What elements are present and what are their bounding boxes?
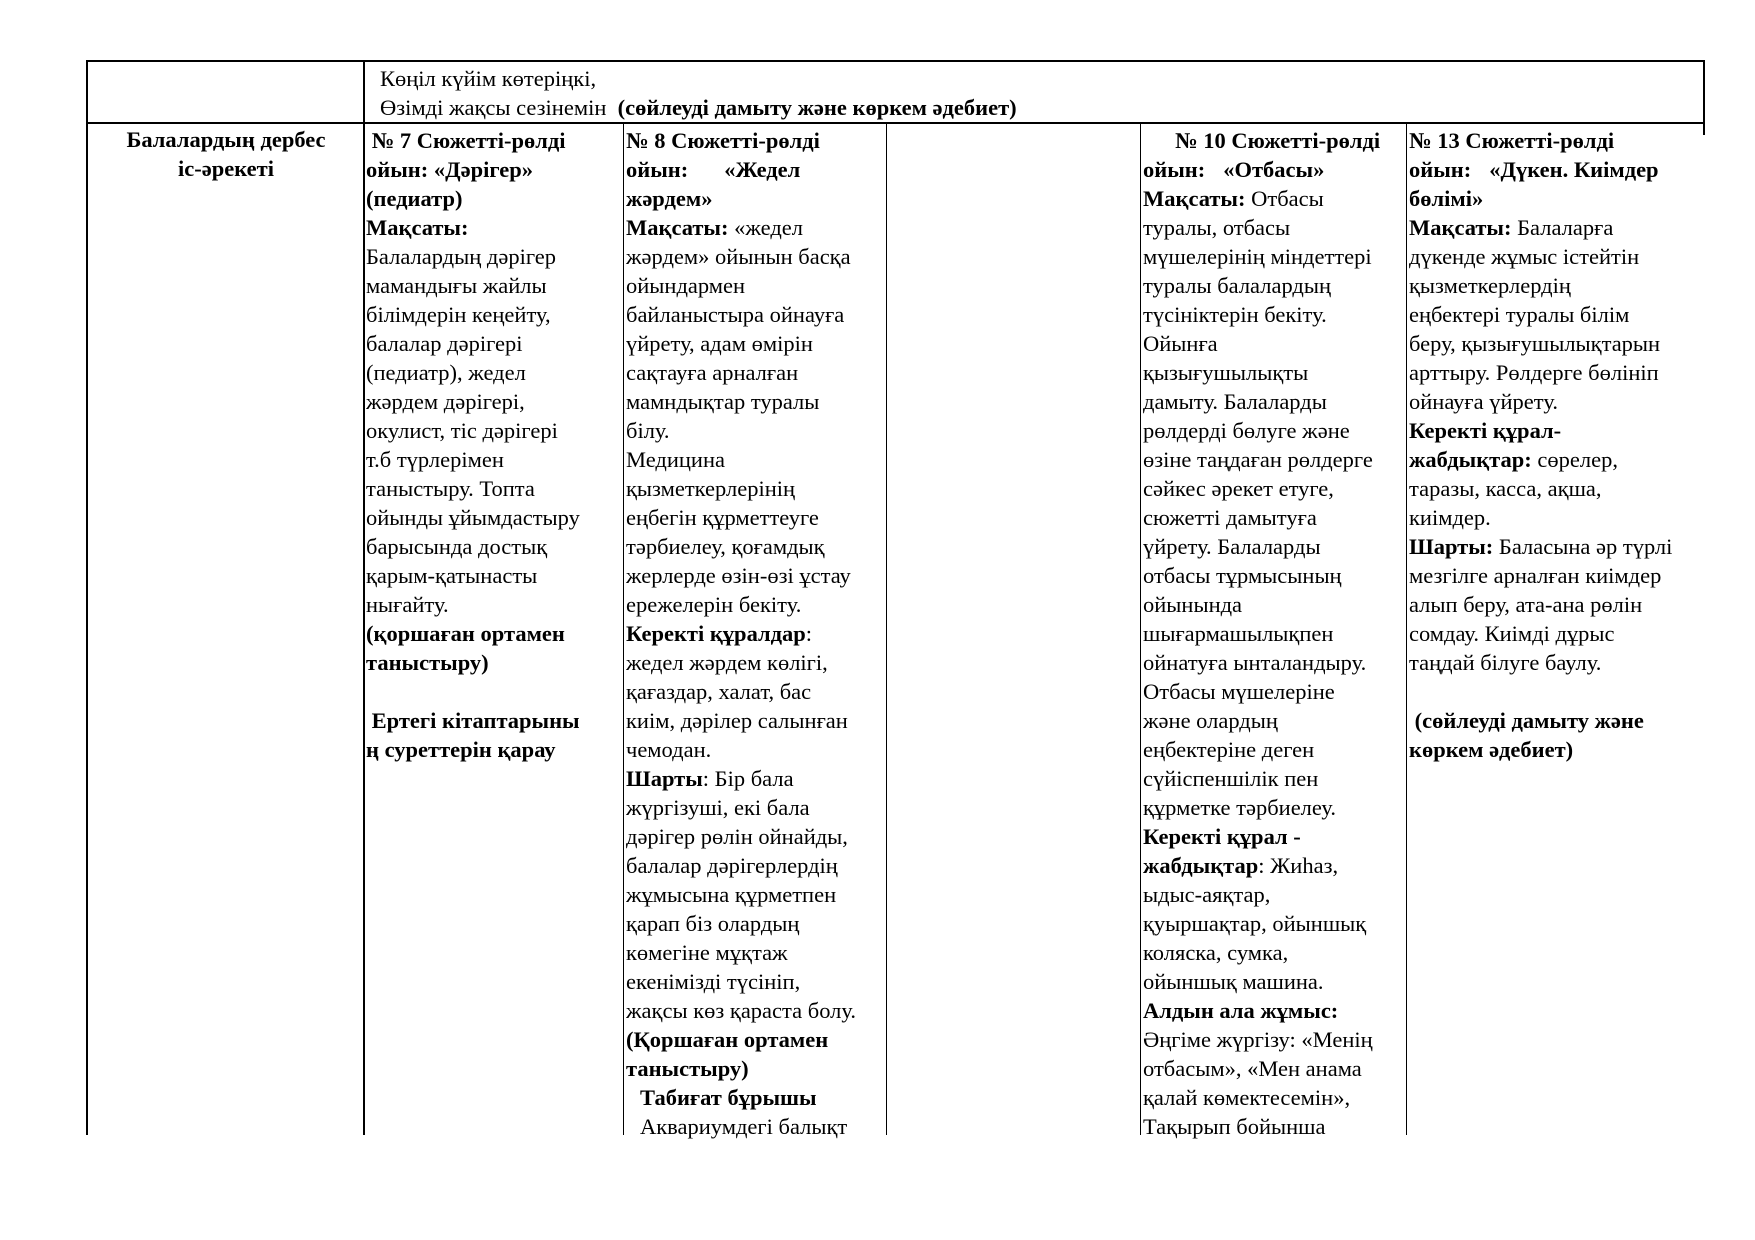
game-7-goal-line: Балалардың дәрігер (366, 244, 557, 269)
game-10-goal-line: рөлдерді бөлуге және (1143, 418, 1350, 443)
game-8-goal-line: тәрбиелеу, қоғамдық (626, 534, 825, 559)
game-cell-8 (626, 126, 886, 1141)
game-10-goal-line: туралы балалардың (1143, 273, 1332, 298)
game-10-goal-line: дамыту. Балаларды (1143, 389, 1327, 414)
game-13-rules-line: сомдау. Киімді дұрыс (1409, 621, 1615, 646)
game-7-goal-line: жәрдем дәрігері, (366, 389, 525, 414)
game-10-tools-line: коляска, сумка, (1143, 940, 1289, 965)
game-10-goal-line: сюжетті дамытуға (1143, 505, 1317, 530)
game-7-goal-line: окулист, тіс дәрігері (366, 418, 558, 443)
game-13-goal-line: қызметкерлердің (1409, 273, 1571, 298)
game-cell-10 (1143, 126, 1405, 1141)
game-10-goal-line: құрметке тәрбиелеу. (1143, 795, 1336, 820)
game-7-goal-line: ойынды ұйымдастыру (366, 505, 580, 530)
game-7-goal-line: т.б түрлерімен (366, 447, 504, 472)
game-10-goal-line: үйрету. Балаларды (1143, 534, 1321, 559)
mood-line-1: Көңіл күйім көтеріңкі, (380, 66, 597, 91)
game-13-title-1: № 13 Сюжетті-рөлді (1409, 128, 1615, 153)
mood-text: Өзімді жақсы сезінемін (380, 95, 607, 120)
game-8-rules-line: дәрігер рөлін ойнайды, (626, 824, 848, 849)
game-10-goal-line: қызығушылықты (1143, 360, 1309, 385)
game-10-prep-label: Алдын ала жұмыс: (1143, 998, 1339, 1023)
game-8-rules-line: жақсы көз қараста болу. (626, 998, 856, 1023)
game-13-goal-line: беру, қызығушылықтарын (1409, 331, 1661, 356)
game-8-rules-line: жұмысына құрметпен (626, 882, 837, 907)
game-7-goal-line: барысында достық (366, 534, 548, 559)
spacer (1409, 677, 1702, 706)
game-8-tools-line: жедел жәрдем көлігі, (626, 650, 828, 675)
game-7-goal-line: таныстыру. Топта (366, 476, 535, 501)
mood-line-2 (380, 93, 1690, 122)
row-header-line-2: іс-әрекеті (178, 156, 274, 181)
game-10-goal-line: және олардың (1143, 708, 1278, 733)
game-10-goal-first: Мақсаты: Отбасы (1143, 186, 1324, 211)
game-13-goal-first: Мақсаты: Балаларға (1409, 215, 1614, 240)
game-7-goal-line: қарым-қатынасты (366, 563, 538, 588)
game-13-title-2: ойын: «Дүкен. Киімдер (1409, 157, 1659, 182)
game-13-title-3: бөлімі» (1409, 186, 1484, 211)
game-10-tools-line: ыдыс-аяқтар, (1143, 882, 1271, 907)
game-10-goal-line: шығармашылықпен (1143, 621, 1334, 646)
game-8-tools-line: чемодан. (626, 737, 712, 762)
game-8-area-line: таныстыру) (626, 1056, 749, 1081)
game-10-goal-line: ойынында (1143, 592, 1243, 617)
game-8-tools-label: Керекті құралдар: (626, 621, 813, 646)
game-7-goal-line: нығайту. (366, 592, 449, 617)
nature-corner-text: Аквариумдегі балықт (640, 1114, 848, 1139)
game-10-tools-line: қуыршақтар, ойыншық (1143, 911, 1367, 936)
game-8-rules-line: қарап біз олардың (626, 911, 800, 936)
game-8-goal-first: Мақсаты: «жедел (626, 215, 803, 240)
game-10-prep-line: қалай көмектесемін», (1143, 1085, 1351, 1110)
game-8-tools-line: киім, дәрілер салынған (626, 708, 848, 733)
game-10-prep-line: Тақырып бойынша (1143, 1114, 1326, 1139)
game-10-tools-line: ойыншық машина. (1143, 969, 1324, 994)
game-8-goal-line: Медицина (626, 447, 725, 472)
game-8-goal-line: ойындармен (626, 273, 746, 298)
spacer (366, 677, 622, 706)
game-13-tools-line: киімдер. (1409, 505, 1491, 530)
game-8-title-1: № 8 Сюжетті-рөлді (626, 128, 820, 153)
game-8-goal-line: қызметкерлерінің (626, 476, 796, 501)
book-activity-line-1: Ертегі кітаптарыны (371, 708, 580, 733)
game-13-tools-line: таразы, касса, ақша, (1409, 476, 1602, 501)
game-10-tools-label-1: Керекті құрал - (1143, 824, 1301, 849)
game-7-goal-line: мамандығы жайлы (366, 273, 547, 298)
game-8-rules-line: көмегіне мұқтаж (626, 940, 788, 965)
game-13-tools-first: жабдықтар: сөрелер, (1409, 447, 1618, 472)
game-cell-13 (1409, 126, 1702, 764)
game-8-rules-line: жүргізуші, екі бала (626, 795, 810, 820)
game-7-goal-line: балалар дәрігері (366, 331, 523, 356)
game-8-goal-line: үйрету, адам өмірін (626, 331, 813, 356)
row-header-cell (92, 125, 360, 183)
game-10-goal-line: Отбасы мүшелеріне (1143, 679, 1335, 704)
row-header-line-1: Балалардың дербес (126, 127, 326, 152)
game-13-tools-label-1: Керекті құрал- (1409, 418, 1562, 443)
game-8-rules-line: екенімізді түсініп, (626, 969, 801, 994)
game-10-goal-line: туралы, отбасы (1143, 215, 1291, 240)
game-10-goal-line: сәйкес әрекет етуге, (1143, 476, 1334, 501)
game-13-rules-line: мезгілге арналған киімдер (1409, 563, 1662, 588)
game-cell-7 (366, 126, 622, 764)
game-10-prep-line: Әңгіме жүргізу: «Менің (1143, 1027, 1373, 1052)
table-column-divider-3 (886, 123, 887, 1135)
game-13-area-line-1: (сөйлеуді дамыту және (1414, 708, 1644, 733)
game-7-goal-label: Мақсаты: (366, 215, 469, 240)
table-border-left (86, 60, 88, 1135)
game-10-title-1: № 10 Сюжетті-рөлді (1175, 128, 1381, 153)
table-row-divider (86, 122, 1704, 124)
game-8-goal-line: байланыстыра ойнауға (626, 302, 845, 327)
game-10-goal-line: сүйіспеншілік пен (1143, 766, 1319, 791)
game-13-goal-line: арттыру. Рөлдерге бөлініп (1409, 360, 1659, 385)
game-13-goal-line: дүкенде жұмыс істейтін (1409, 244, 1640, 269)
table-border-top (86, 60, 1704, 62)
game-8-title-2: ойын: «Жедел (626, 157, 801, 182)
mood-area: (сөйлеуді дамыту және көркем әдебиет) (617, 95, 1017, 120)
game-7-title-2: ойын: «Дәрігер» (366, 157, 534, 182)
game-7-area-line: таныстыру) (366, 650, 489, 675)
game-8-title-3: жәрдем» (626, 186, 713, 211)
game-10-goal-line: ойнатуға ынталандыру. (1143, 650, 1367, 675)
game-8-goal-line: мамндықтар туралы (626, 389, 820, 414)
game-8-tools-line: қағаздар, халат, бас (626, 679, 812, 704)
game-10-prep-line: отбасым», «Мен анама (1143, 1056, 1362, 1081)
game-13-area-line-2: көркем әдебиет) (1409, 737, 1574, 762)
game-8-rules-line: балалар дәрігерлердің (626, 853, 838, 878)
game-8-goal-line: еңбегін құрметтеуге (626, 505, 819, 530)
game-10-goal-line: өзіне таңдаған рөлдерге (1143, 447, 1373, 472)
table-column-divider-5 (1406, 123, 1407, 1135)
game-8-goal-line: жәрдем» ойынын басқа (626, 244, 851, 269)
table-border-right (1703, 60, 1705, 135)
game-7-goal-line: (педиатр), жедел (366, 360, 526, 385)
game-10-tools-first: жабдықтар: Жиһаз, (1143, 853, 1339, 878)
game-10-title-2: ойын: «Отбасы» (1143, 157, 1325, 182)
game-7-goal-line: білімдерін кеңейту, (366, 302, 551, 327)
game-10-goal-line: еңбектеріне деген (1143, 737, 1315, 762)
game-8-rules-first: Шарты: Бір бала (626, 766, 794, 791)
game-7-title-3: (педиатр) (366, 186, 463, 211)
nature-corner-title: Табиғат бұрышы (640, 1085, 817, 1110)
game-10-goal-line: Ойынға (1143, 331, 1218, 356)
game-8-area-line: (Қоршаған ортамен (626, 1027, 829, 1052)
game-8-goal-line: білу. (626, 418, 670, 443)
game-7-title-1: № 7 Сюжетті-рөлді (371, 128, 566, 153)
mood-cell (380, 64, 1690, 122)
game-8-goal-line: жерлерде өзін-өзі ұстау (626, 563, 851, 588)
game-13-rules-line: алып беру, ата-ана рөлін (1409, 592, 1643, 617)
game-10-goal-line: түсініктерін бекіту. (1143, 302, 1327, 327)
table-column-divider-1 (363, 60, 365, 1135)
game-10-goal-line: мүшелерінің міндеттері (1143, 244, 1372, 269)
game-10-goal-line: отбасы тұрмысының (1143, 563, 1342, 588)
table-column-divider-2 (623, 123, 624, 1135)
game-7-area-line: (қоршаған ортамен (366, 621, 565, 646)
game-13-goal-line: еңбектері туралы білім (1409, 302, 1630, 327)
game-13-rules-first: Шарты: Баласына әр түрлі (1409, 534, 1673, 559)
book-activity-line-2: ң суреттерін қарау (366, 737, 556, 762)
game-8-goal-line: ережелерін бекіту. (626, 592, 802, 617)
game-13-goal-line: ойнауға үйрету. (1409, 389, 1558, 414)
game-8-goal-line: сақтауға арналған (626, 360, 799, 385)
table-column-divider-4 (1140, 123, 1141, 1135)
game-13-rules-line: таңдай білуге баулу. (1409, 650, 1602, 675)
